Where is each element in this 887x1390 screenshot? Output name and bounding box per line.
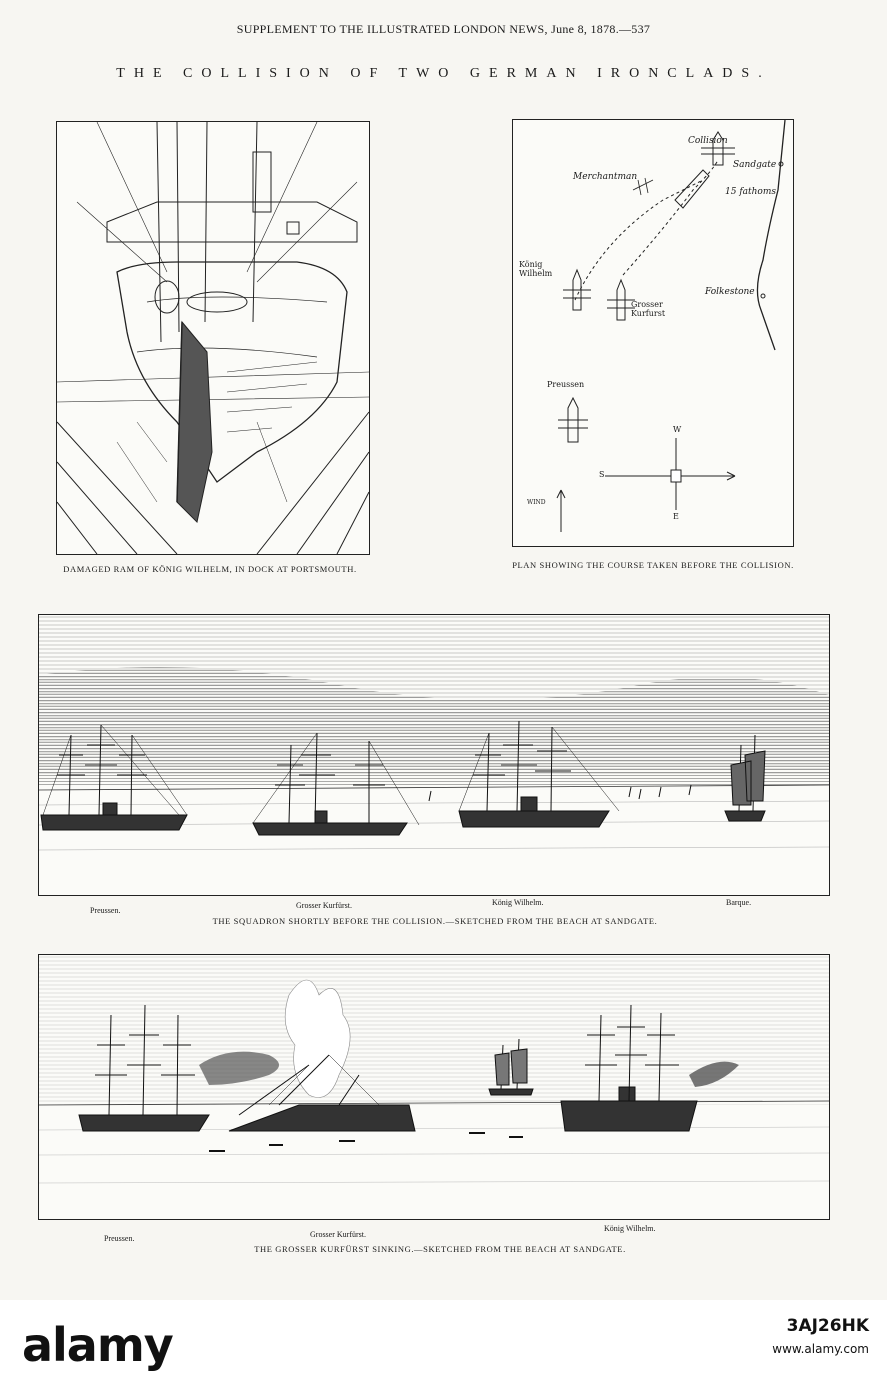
sinking-label-konig: König Wilhelm.	[604, 1224, 656, 1233]
image-id-block	[772, 1316, 869, 1356]
ram-engraving	[56, 121, 370, 555]
squadron-illustration	[39, 615, 829, 895]
label-folkestone: Folkestone	[705, 287, 755, 297]
course-plan	[513, 120, 793, 546]
label-preussen: Preussen	[547, 380, 585, 389]
page-title: THE COLLISION OF TWO GERMAN IRONCLADS.	[116, 66, 771, 81]
squadron-caption: THE SQUADRON SHORTLY BEFORE THE COLLISION.—SKETCHED FROM THE BEACH AT SANDGATE.	[212, 916, 658, 926]
running-head: SUPPLEMENT TO THE ILLUSTRATED LONDON NEWS, June 8, 1878.—537	[236, 22, 651, 36]
label-compass-s: S	[599, 470, 605, 479]
label-grosser-1: Grosser	[631, 300, 663, 309]
sinking-illustration	[39, 955, 829, 1219]
squadron-label-barque: Barque.	[726, 898, 752, 907]
label-compass-w: W	[673, 425, 682, 434]
label-merchantman: Merchantman	[573, 172, 638, 182]
label-collision: Collision	[688, 136, 728, 146]
sinking-label-grosser: Grosser Kurfürst.	[310, 1230, 366, 1239]
label-sandgate: Sandgate	[733, 160, 777, 170]
plan-caption: PLAN SHOWING THE COURSE TAKEN BEFORE THE COLLISION.	[512, 560, 794, 570]
label-grosser-2: Kurfurst	[631, 309, 666, 318]
sinking-label-preussen: Preussen.	[104, 1234, 135, 1243]
squadron-label-preussen: Preussen.	[90, 906, 121, 915]
squadron-label-grosser: Grosser Kurfürst.	[296, 901, 352, 910]
label-konig-2: Wilhelm	[519, 269, 553, 278]
ram-caption: DAMAGED RAM OF KÖNIG WILHELM, IN DOCK AT PORTSMOUTH.	[63, 564, 357, 574]
label-konig	[519, 260, 552, 278]
squadron-label-konig: König Wilhelm.	[492, 898, 544, 907]
label-compass-e: E	[673, 512, 679, 521]
label-wind: WIND	[527, 499, 546, 506]
sinking-engraving	[38, 954, 830, 1220]
label-fathoms: 15 fathoms	[725, 187, 776, 197]
ram-illustration	[57, 122, 369, 554]
label-grosser	[631, 300, 665, 318]
plan-map	[512, 119, 794, 547]
squadron-engraving	[38, 614, 830, 896]
label-konig-1: König	[519, 260, 543, 269]
sinking-caption: THE GROSSER KURFÜRST SINKING.—SKETCHED FROM THE BEACH AT SANDGATE.	[254, 1244, 626, 1254]
image-id: 3AJ26HK	[786, 1316, 869, 1336]
site-url: www.alamy.com	[772, 1342, 869, 1356]
alamy-logo: alamy	[22, 1318, 173, 1372]
